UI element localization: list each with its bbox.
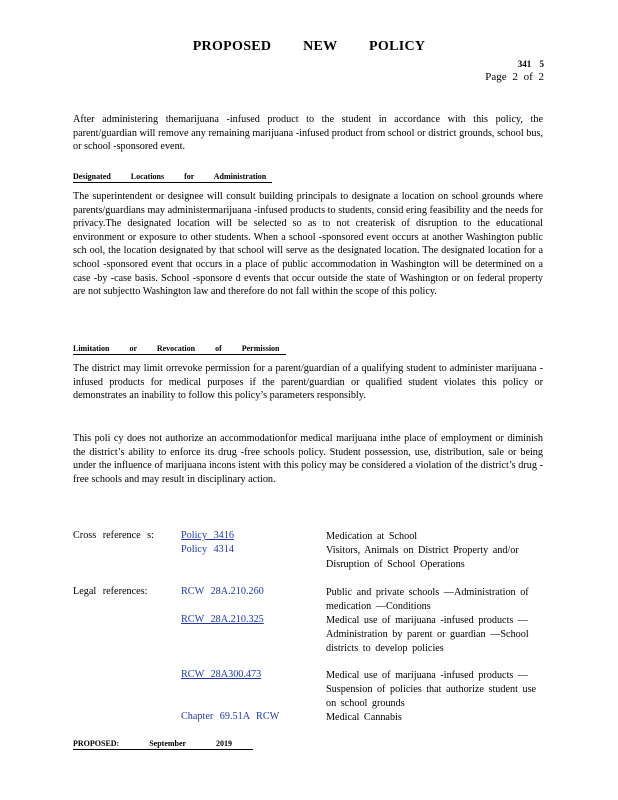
legal-reference-desc-3: Medical use of marijuana -infused products —Suspension of policies that authorize student use on school grounds — [326, 670, 537, 709]
page-number: Page 2 of 2 — [485, 71, 544, 83]
legal-reference-label: Legal references: — [73, 586, 148, 597]
legal-reference-rcw-28a210260: RCW 28A.210.260 — [181, 586, 264, 597]
legal-reference-desc-4: Medical Cannabis — [326, 712, 402, 723]
legal-reference-link-rcw-28a300473[interactable]: RCW 28A300.473 — [181, 669, 262, 680]
legal-reference-link-rcw-28a210325[interactable]: RCW 28A.210.325 — [181, 614, 264, 625]
cross-reference-desc-3416: Medication at School — [326, 531, 418, 542]
policy-number: 341 5 — [517, 59, 544, 69]
limitation-paragraph-2: This poli cy does not authorize an accommodationfor medical marijuana inthe place of employment or diminish the district’s ability to enforce its drug -free schools policy. Student possession, use, distribution, sale or being under the influence of marijuana incons istent with this policy may be considered a violation of the district’s drug -free schools and may result in disciplinary action. — [73, 433, 543, 485]
designated-locations-heading: Designated Locations for Administration — [73, 172, 272, 183]
legal-reference-desc-1: Public and private schools —Administration of medication —Conditions — [326, 587, 529, 612]
intro-paragraph: After administering themarijuana -infused product to the student in accordance with this policy, the parent/guardian will remove any remaining marijuana -infused product from school or district grounds, school bus, or school -sponsored event. — [73, 114, 543, 153]
limitation-heading: Limitation or Revocation of Permission — [73, 344, 286, 355]
cross-reference-desc-4314: Visitors, Animals on District Property and/or Disruption of School Operations — [326, 545, 519, 570]
legal-reference-chapter-6951a: Chapter 69.51A RCW — [181, 711, 280, 722]
designated-locations-paragraph: The superintendent or designee will consult building principals to designate a location on school grounds where parents/guardians may administermarijuana -infused products to students, consid ering feasibility and the needs for privacy.The designated location will be selected so as to not createrisk of disruption to the educational environment or exposure to other students. When a school -sponsored event occurs at another Washington public sch ool, the location designated by that school will serve as the designated location. The designated location for a school -sponsored event that occurs in a place of public accommodation in Washington will be determined on a case -by -case basis. School -sponsore d events that occur outside the state of Washington or on federal property are not subjectto Washington law and therefore do not fall within the scope of this policy. — [73, 191, 543, 298]
legal-reference-desc-2: Medical use of marijuana -infused products —Administration by parent or guardian —School districts to develop policies — [326, 615, 529, 654]
document-title: PROPOSED NEW POLICY — [192, 39, 426, 54]
proposed-date-footer: PROPOSED: September 2019 — [73, 739, 253, 750]
cross-reference-4314: Policy 4314 — [181, 544, 234, 555]
cross-reference-label: Cross reference s: — [73, 530, 154, 541]
cross-reference-link-3416[interactable]: Policy 3416 — [181, 530, 234, 541]
limitation-paragraph-1: The district may limit orrevoke permission for a parent/guardian of a qualifying student to administer marijuana -infused products for medical purposes if the parent/guardian or qualified student violates this policy or demonstrates an inability to follow this policy’s parameters responsibly. — [73, 363, 543, 402]
